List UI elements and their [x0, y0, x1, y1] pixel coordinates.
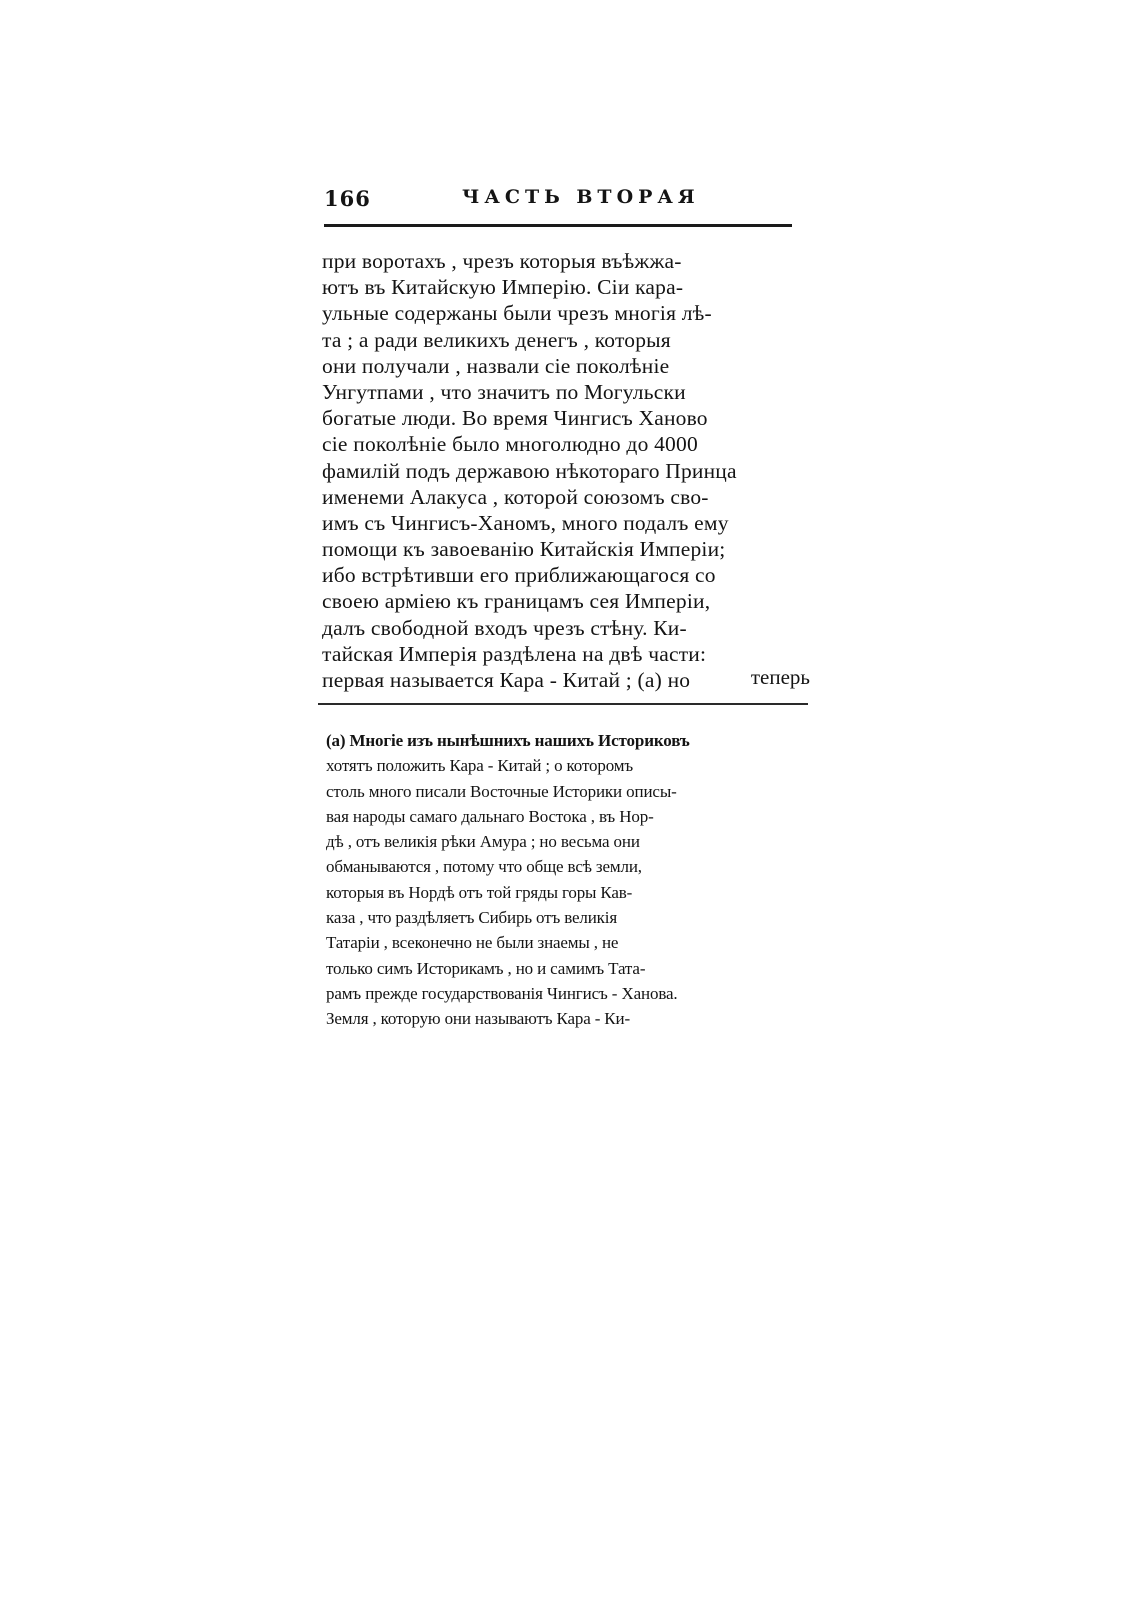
text-line: при воротахъ , чрезъ которыя въѣжжа-: [322, 249, 682, 273]
text-line: своею арміею къ границамъ сея Имперіи,: [322, 589, 711, 614]
catchword: теперь: [750, 665, 810, 689]
footnote-line: столь много писали Восточные Историки описы-: [326, 781, 677, 801]
header-rule: [324, 224, 792, 227]
footnote-line: хотятъ положить Кара - Китай ; о которомъ: [326, 756, 633, 776]
footnote-line: обманываются , потому что обще всѣ земли,: [326, 857, 642, 877]
footnote-line: Земля , которую они называютъ Кара - Ки-: [326, 1009, 630, 1029]
text-line: именеми Алакуса , которой союзомъ сво-: [322, 484, 709, 509]
text-line: далъ свободной входъ чрезъ стѣну. Ки-: [322, 615, 687, 640]
footnote-line: только симъ Историкамъ , но и самимъ Тата-: [326, 958, 646, 978]
text-line: Унгутпами , что значитъ по Могульски: [322, 379, 686, 404]
footnote-line: дѣ , отъ великія рѣки Амура ; но весьма они: [326, 832, 640, 852]
text-line: сіе поколѣніе было многолюдно до 4000: [322, 432, 698, 457]
text-line: они получали , назвали сіе поколѣніе: [322, 353, 670, 378]
footnote: [326, 728, 810, 1032]
text-line: богатые люди. Во время Чингисъ Ханово: [322, 406, 708, 431]
footnote-line: рамъ прежде государствованія Чингисъ - Ханова.: [326, 983, 678, 1003]
running-head: ЧАСТЬ ВТОРАЯ: [462, 186, 700, 208]
text-line: ибо встрѣтивши его приближающагося со: [322, 563, 716, 588]
main-text: [322, 248, 818, 693]
text-line: ютъ въ Китайскую Имперію. Сіи кара-: [322, 275, 684, 300]
text-line: тайская Имперія раздѣлена на двѣ части:: [322, 641, 707, 666]
text-line: та ; а ради великихъ денегъ , которыя: [322, 327, 671, 352]
text-line: ульные содержаны были чрезъ многія лѣ-: [322, 301, 712, 326]
text-line: помощи къ завоеванію Китайскія Имперіи;: [322, 537, 726, 562]
footnote-rule: [318, 703, 808, 705]
footnote-line: которыя въ Нордѣ отъ той гряды горы Кав-: [326, 882, 633, 902]
footnote-line: каза , что раздѣляетъ Сибирь отъ великія: [326, 908, 618, 928]
footnote-line: (а) Многіе изъ нынѣшнихъ нашихъ Историковъ: [326, 731, 690, 750]
page-number: 166: [324, 186, 371, 211]
text-line: фамилій подъ державою нѣкотораго Принца: [322, 458, 737, 483]
text-line: первая называется Кара - Китай ; (а) но: [322, 668, 691, 692]
footnote-line: вая народы самаго дальнаго Востока , въ Нор-: [326, 806, 654, 826]
footnote-line: Татаріи , всеконечно не были знаемы , не: [326, 933, 619, 953]
text-line: имъ съ Чингисъ-Ханомъ, много подалъ ему: [322, 510, 729, 535]
